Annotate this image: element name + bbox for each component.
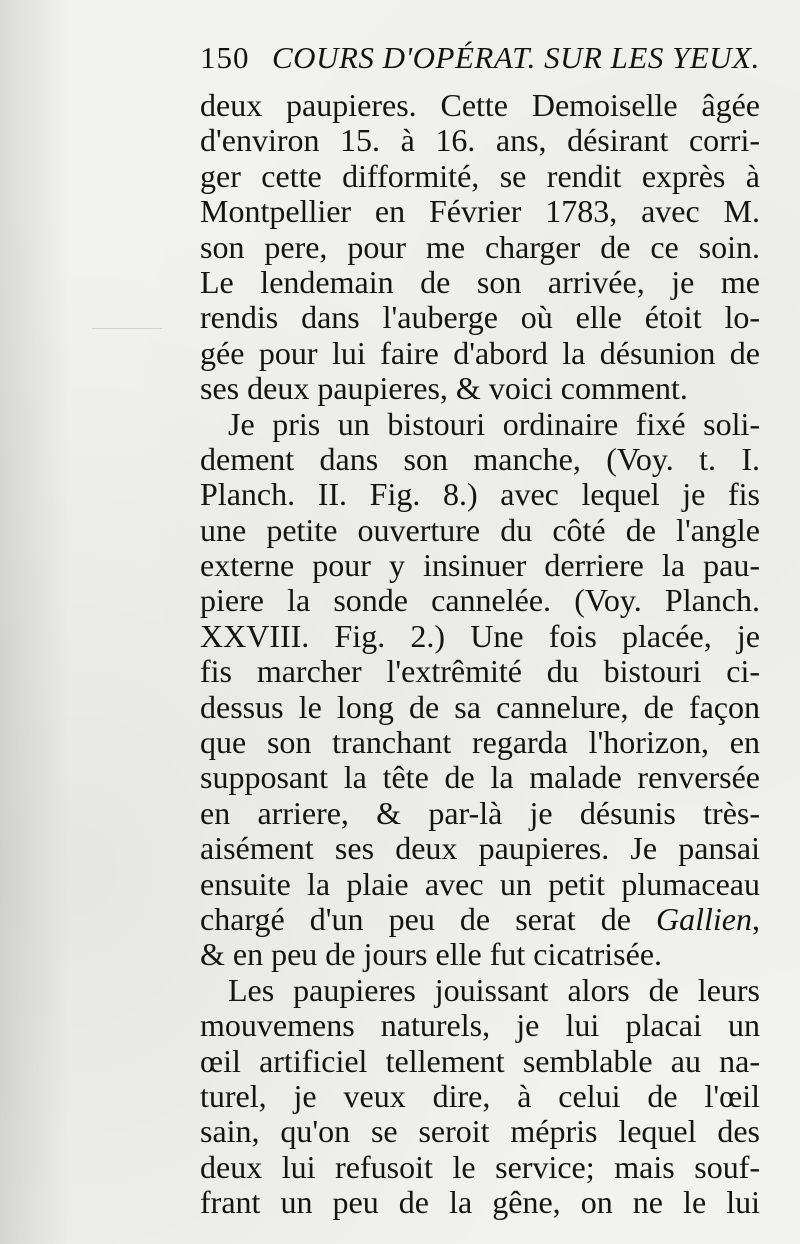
line-text: sain, qu'on se seroit mépris lequel des — [200, 1113, 760, 1150]
text-line — [200, 336, 760, 371]
line-text: son pere, pour me charger de ce soin. — [200, 228, 760, 265]
line-text: turel, je veux dire, à celui de l'œil — [200, 1077, 760, 1114]
text-line — [200, 371, 760, 406]
line-text: Planch. II. Fig. 8.) avec lequel je fis — [200, 476, 760, 513]
line-text: Montpellier en Février 1783, avec M. — [200, 193, 760, 230]
line-text: deux paupieres. Cette Demoiselle âgée — [200, 87, 760, 123]
text-line — [200, 1185, 760, 1220]
text-line — [200, 619, 760, 654]
text-line — [200, 548, 760, 583]
gutter-shadow — [0, 0, 70, 1244]
page-header — [200, 40, 770, 80]
italic-name: Gallien — [656, 900, 752, 937]
line-text: une petite ouverture du côté de l'angle — [200, 511, 760, 548]
text-line — [200, 194, 760, 229]
text-line — [200, 937, 760, 972]
text-line — [200, 973, 760, 1008]
text-line — [200, 1044, 760, 1079]
line-text: Les paupieres jouissant alors de leurs — [228, 971, 760, 1008]
line-text: piere la sonde cannelée. (Voy. Planch. — [200, 582, 760, 619]
text-line — [200, 796, 760, 831]
line-text: mouvemens naturels, je lui placai un — [200, 1007, 760, 1044]
line-text: gée pour lui faire d'abord la désunion de — [200, 334, 760, 371]
text-line — [200, 300, 760, 335]
text-line — [200, 477, 760, 512]
line-text: ensuite la plaie avec un petit plumaceau — [200, 865, 760, 902]
line-text: dessus le long de sa cannelure, de façon — [200, 688, 760, 725]
line-text: d'environ 15. à 16. ans, désirant corri- — [200, 122, 760, 159]
text-line — [200, 442, 760, 477]
line-text: œil artificiel tellement semblable au na- — [200, 1042, 760, 1079]
page-number: 150 — [200, 40, 250, 75]
text-line — [200, 725, 760, 760]
line-text: XXVIII. Fig. 2.) Une fois placée, je — [200, 617, 760, 654]
text-line — [200, 513, 760, 548]
line-text: que son tranchant regarda l'horizon, en — [200, 724, 760, 761]
text-line — [200, 159, 760, 194]
text-line — [200, 867, 760, 902]
text-line — [200, 690, 760, 725]
bleed-through-mark — [92, 328, 162, 369]
line-text: chargé d'un peu de serat de — [200, 900, 657, 937]
text-line — [200, 654, 760, 689]
line-text: dement dans son manche, (Voy. t. I. — [200, 440, 760, 477]
text-line — [200, 831, 760, 866]
line-text: en arriere, & par-là je désunis très- — [200, 794, 760, 831]
text-line — [200, 902, 760, 937]
text-line — [200, 407, 760, 442]
line-text: Je pris un bistouri ordinaire fixé soli- — [228, 405, 760, 442]
line-text: ses deux paupieres, & voici comment. — [200, 370, 688, 407]
line-text: & en peu de jours elle fut cicatrisée. — [200, 936, 663, 973]
text-line — [200, 230, 760, 265]
line-text: aisément ses deux paupieres. Je pansai — [200, 830, 760, 867]
text-line — [200, 1008, 760, 1043]
line-text: deux lui refusoit le service; mais souf- — [200, 1148, 760, 1185]
text-line — [200, 760, 760, 795]
text-line — [200, 1150, 760, 1185]
line-text: externe pour y insinuer derriere la pau- — [200, 547, 760, 584]
text-line — [200, 265, 760, 300]
text-line — [200, 1079, 760, 1114]
text-line — [200, 1114, 760, 1149]
line-text: fis marcher l'extrêmité du bistouri ci- — [200, 653, 760, 690]
text-line — [200, 123, 760, 158]
line-text-end: , — [752, 900, 760, 937]
line-text: Le lendemain de son arrivée, je me — [200, 263, 760, 300]
text-line — [200, 583, 760, 618]
line-text: supposant la tête de la malade renversée — [200, 759, 760, 796]
line-text: rendis dans l'auberge où elle étoit lo- — [200, 299, 760, 336]
line-text: ger cette difformité, se rendit exprès à — [200, 157, 760, 194]
body-text — [200, 88, 760, 1221]
running-head: COURS D'OPÉRAT. SUR LES YEUX. — [272, 40, 760, 75]
text-line — [200, 88, 760, 123]
line-text: frant un peu de la gêne, on ne le lui — [200, 1184, 760, 1221]
